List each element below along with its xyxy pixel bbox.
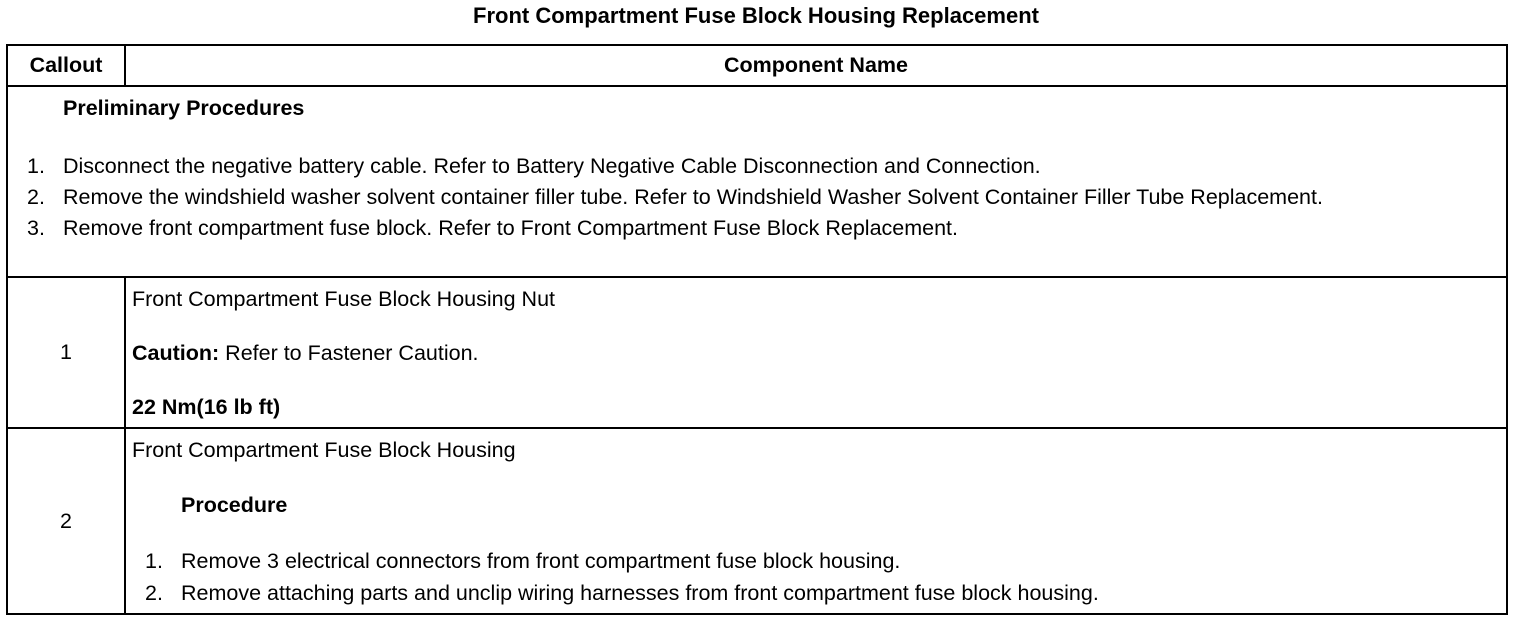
- step-text: Disconnect the negative battery cable. Refer to Battery Negative Cable Disconnection and Connection.: [63, 154, 1041, 178]
- procedure-steps-list: [132, 545, 1506, 609]
- list-item: [8, 182, 1506, 213]
- step-number: 1.: [27, 154, 45, 178]
- caution-text: Refer to Fastener Caution.: [219, 341, 479, 365]
- step-text: Remove attaching parts and unclip wiring harnesses from front compartment fuse block housing.: [181, 581, 1099, 605]
- preliminary-procedures-heading: Preliminary Procedures: [63, 96, 305, 120]
- table-row: [7, 428, 1507, 614]
- torque-spec: 22 Nm(16 lb ft): [132, 395, 281, 419]
- component-name-column-header: Component Name: [125, 45, 1507, 86]
- component-cell: [125, 428, 1507, 614]
- document-title: Front Compartment Fuse Block Housing Replacement: [473, 3, 1039, 28]
- preliminary-procedures-cell: [7, 86, 1507, 277]
- step-text: Remove 3 electrical connectors from front compartment fuse block housing.: [181, 549, 901, 573]
- callout-number: 2: [7, 428, 125, 614]
- step-text: Remove front compartment fuse block. Refer to Front Compartment Fuse Block Replacement.: [63, 216, 959, 240]
- step-number: 1.: [145, 549, 163, 573]
- step-number: 3.: [27, 216, 45, 240]
- step-text: Remove the windshield washer solvent container filler tube. Refer to Windshield Washer Solvent Container Filler Tube Replacement.: [63, 185, 1323, 209]
- table-header-row: [7, 45, 1507, 86]
- callout-column-header: Callout: [7, 45, 125, 86]
- table-row: [7, 277, 1507, 428]
- step-number: 2.: [145, 581, 163, 605]
- callout-number: 1: [7, 277, 125, 428]
- component-name: Front Compartment Fuse Block Housing Nut: [132, 287, 555, 311]
- caution-note: [132, 339, 1506, 367]
- procedure-heading: Procedure: [181, 493, 288, 517]
- step-number: 2.: [27, 185, 45, 209]
- procedure-table: [6, 44, 1508, 615]
- preliminary-steps-list: [8, 151, 1506, 244]
- list-item: [132, 545, 1506, 577]
- preliminary-procedures-row: [7, 86, 1507, 277]
- component-name: Front Compartment Fuse Block Housing: [132, 438, 516, 462]
- list-item: [132, 577, 1506, 609]
- list-item: [8, 151, 1506, 182]
- component-cell: [125, 277, 1507, 428]
- caution-label: Caution:: [132, 341, 220, 365]
- list-item: [8, 213, 1506, 244]
